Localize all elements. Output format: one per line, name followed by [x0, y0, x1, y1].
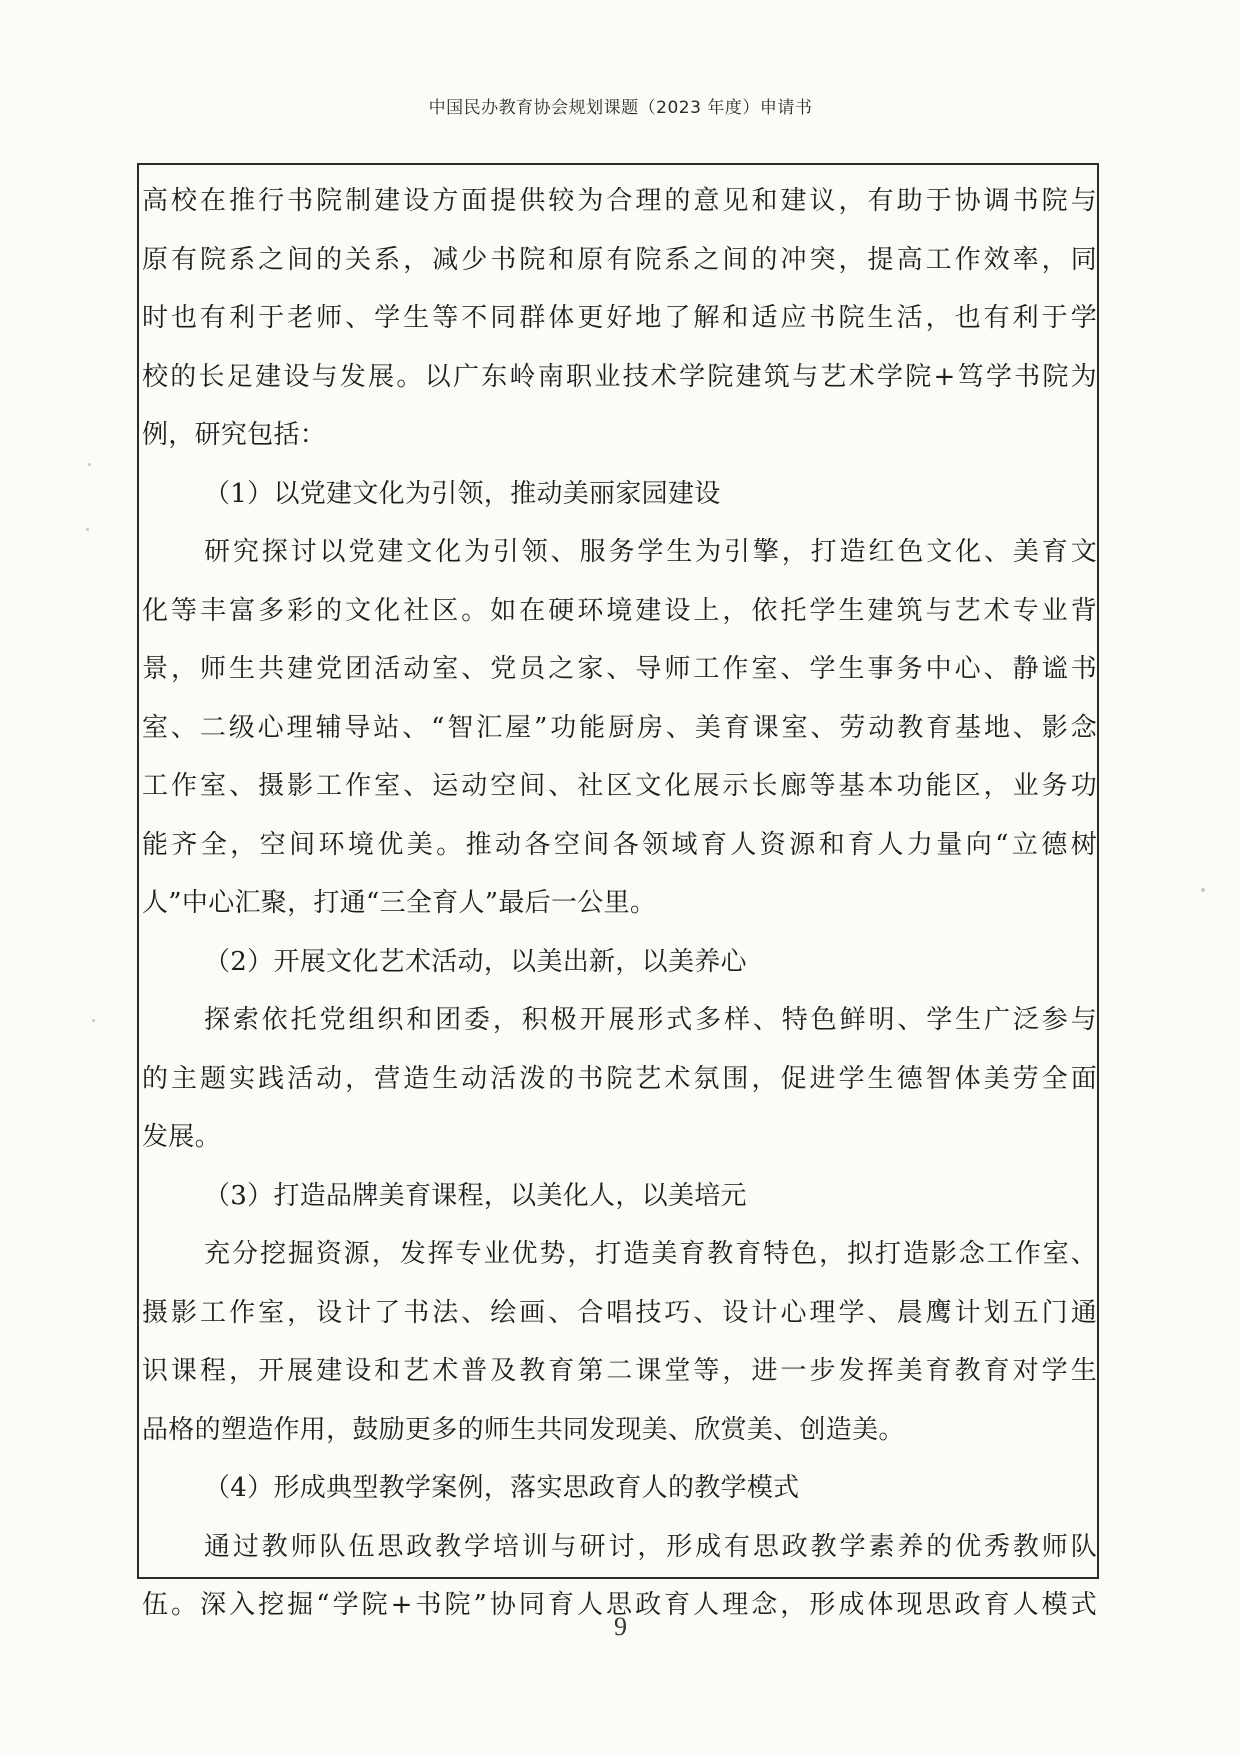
scan-speck: [1201, 888, 1205, 892]
text-line: 通过教师队伍思政教学培训与研讨，形成有思政教学素养的优秀教师队: [204, 1531, 1097, 1562]
page-header: 中国民办教育协会规划课题（2023 年度）申请书: [428, 98, 813, 118]
text-line: 发展。: [142, 1122, 221, 1152]
scan-speck: [88, 463, 91, 466]
text-line: 景，师生共建党团活动室、党员之家、导师工作室、学生事务中心、静谧书: [142, 654, 1097, 684]
text-line: 原有院系之间的关系，减少书院和原有院系之间的冲突，提高工作效率，同: [142, 244, 1097, 275]
text-line: 充分挖掘资源，发挥专业优势，打造美育教育特色，拟打造影念工作室、: [204, 1239, 1097, 1269]
body-text: [142, 172, 1097, 1635]
section-heading-1: （1）以党建文化为引领，推动美丽家园建设: [204, 478, 721, 509]
text-line: 品格的塑造作用，鼓励更多的师生共同发现美、欣赏美、创造美。: [142, 1414, 905, 1445]
text-line: 能齐全，空间环境优美。推动各空间各领域育人资源和育人力量向“立德树: [142, 829, 1097, 860]
text-line: 伍。深入挖掘“学院+书院”协同育人思政育人理念，形成体现思政育人模式: [142, 1590, 1097, 1620]
text-line: 校的长足建设与发展。以广东岭南职业技术学院建筑与艺术学院+笃学书院为: [142, 361, 1097, 392]
scan-speck: [86, 528, 89, 531]
page-number: 9: [614, 1612, 627, 1641]
text-line: 化等丰富多彩的文化社区。如在硬环境建设上，依托学生建筑与艺术专业背: [142, 595, 1097, 626]
text-line: 室、二级心理辅导站、“智汇屋”功能厨房、美育课室、劳动教育基地、影念: [142, 712, 1097, 743]
section-heading-4: （4）形成典型教学案例，落实思政育人的教学模式: [204, 1473, 800, 1503]
text-line: 人”中心汇聚，打通“三全育人”最后一公里。: [142, 888, 657, 918]
text-line: 研究探讨以党建文化为引领、服务学生为引擎，打造红色文化、美育文: [204, 537, 1097, 567]
text-line: 例，研究包括：: [142, 420, 327, 450]
text-line: 工作室、摄影工作室、运动空间、社区文化展示长廊等基本功能区，业务功: [142, 771, 1097, 801]
section-heading-3: （3）打造品牌美育课程，以美化人，以美培元: [204, 1180, 747, 1211]
text-line: 的主题实践活动，营造生动活泼的书院艺术氛围，促进学生德智体美劳全面: [142, 1063, 1097, 1094]
section-heading-2: （2）开展文化艺术活动，以美出新，以美养心: [204, 946, 747, 977]
text-line: 时也有利于老师、学生等不同群体更好地了解和适应书院生活，也有利于学: [142, 303, 1097, 333]
text-line: 探索依托党组织和团委，积极开展形式多样、特色鲜明、学生广泛参与: [204, 1005, 1097, 1035]
text-line: 识课程，开展建设和艺术普及教育第二课堂等，进一步发挥美育教育对学生: [142, 1356, 1097, 1386]
scan-speck: [92, 1019, 95, 1022]
text-line: 摄影工作室，设计了书法、绘画、合唱技巧、设计心理学、晨鹰计划五门通: [142, 1297, 1097, 1328]
text-line: 高校在推行书院制建设方面提供较为合理的意见和建议，有助于协调书院与: [142, 186, 1097, 216]
